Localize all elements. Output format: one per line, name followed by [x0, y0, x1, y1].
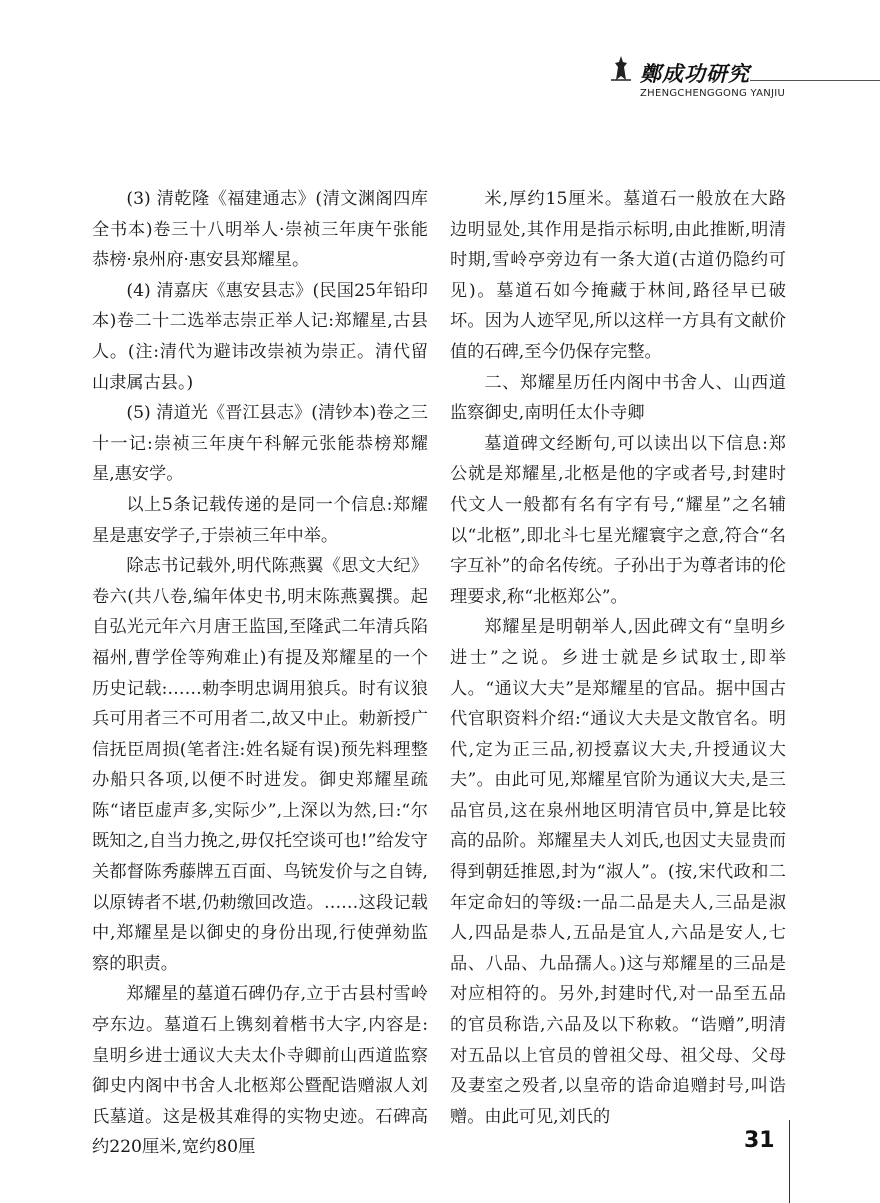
- right-column: [450, 184, 786, 1132]
- paragraph: 郑耀星的墓道石碑仍存,立于古县村雪岭亭东边。墓道石上镌刻着楷书大字,内容是:皇明乡进士通议大夫太仆寺卿前山西道监察御史内阁中书舍人北柩郑公暨配诰赠淑人刘氏墓道。这是极其难得的实物史迹。石碑高约220厘米,宽约80厘: [92, 984, 428, 1158]
- paragraph: (5) 清道光《晋江县志》(清钞本)卷之三十一记:崇祯三年庚午科解元张能恭榜郑耀星,惠安学。: [92, 403, 428, 485]
- paragraph: (3) 清乾隆《福建通志》(清文渊阁四库全书本)卷三十八明举人·崇祯三年庚午张能恭榜·泉州府·惠安县郑耀星。: [92, 189, 428, 271]
- paragraph: 除志书记载外,明代陈燕翼《思文大纪》卷六(共八卷,编年体史书,明末陈燕翼撰。起自弘光元年六月唐王监国,至隆武二年清兵陷福州,曹学佺等殉难止)有提及郑耀星的一个历史记载:……勅李明忠调用狼兵。时有议狼兵可用者三不可用者二,故又中止。勅新授广信抚臣周损(笔者注:姓名疑有误)预先料理整办船只各项,以便不时进发。御史郑耀星疏陈“诸臣虚声多,实际少”,上深以为然,曰:“尔既知之,自当力挽之,毋仅托空谈可也!”给发守关都督陈秀藤牌五百面、鸟铳发价与之自铸,以原铸者不堪,仍勅缴回改造。……这段记载中,郑耀星是以御史的身份出现,行使弹劾监察的职责。: [92, 556, 428, 974]
- left-column: [92, 184, 428, 1163]
- header-rule: [750, 80, 880, 81]
- page-header: [0, 0, 880, 120]
- section-heading: 二、郑耀星历任内阁中书舍人、山西道监察御史,南明任太仆寺卿: [450, 372, 786, 424]
- journal-title: 鄭成功研究: [640, 61, 750, 86]
- paragraph: (4) 清嘉庆《惠安县志》(民国25年铅印本)卷二十二选举志崇正举人记:郑耀星,古县人。(注:清代为避讳改崇祯为崇正。清代留山隶属古县。): [92, 280, 428, 393]
- journal-title-en: ZHENGCHENGGONG YANJIU: [640, 88, 786, 99]
- paragraph: 以上5条记载传递的是同一个信息:郑耀星是惠安学子,于崇祯三年中举。: [92, 494, 428, 546]
- paragraph: 米,厚约15厘米。墓道石一般放在大路边明显处,其作用是指示标明,由此推断,明清时期,雪岭亭旁边有一条大道(古道仍隐约可见)。墓道石如今掩藏于林间,路径早已破坏。因为人迹罕见,所以这样一方具有文献价值的石碑,至今仍保存完整。: [450, 189, 786, 362]
- page-number: 31: [744, 1128, 775, 1153]
- page-number-rule: [789, 1120, 790, 1203]
- figure-icon: [607, 54, 635, 82]
- paragraph: 郑耀星是明朝举人,因此碑文有“皇明乡进士”之说。乡进士就是乡试取士,即举人。“通议大夫”是郑耀星的官品。据中国古代官职资料介绍:“通议大夫是文散官名。明代,定为正三品,初授嘉议大夫,升授通议大夫”。由此可见,郑耀星官阶为通议大夫,是三品官员,这在泉州地区明清官员中,算是比较高的品阶。郑耀星夫人刘氏,也因丈夫显贵而得到朝廷推恩,封为“淑人”。(按,宋代政和二年定命妇的等级:一品二品是夫人,三品是淑人,四品是恭人,五品是宜人,六品是安人,七品、八品、九品孺人。)这与郑耀星的三品是对应相符的。另外,封建时代,对一品至五品的官员称诰,六品及以下称敕。“诰赠”,明清对五品以上官员的曾祖父母、祖父母、父母及妻室之殁者,以皇帝的诰命追赠封号,叫诰赠。由此可见,刘氏的: [450, 617, 786, 1127]
- paragraph: 墓道碑文经断句,可以读出以下信息:郑公就是郑耀星,北柩是他的字或者号,封建时代文人一般都有名有字有号,“耀星”之名辅以“北柩”,即北斗七星光耀寰宇之意,符合“名字互补”的命名传统。子孙出于为尊者讳的伦理要求,称“北柩郑公”。: [450, 433, 786, 607]
